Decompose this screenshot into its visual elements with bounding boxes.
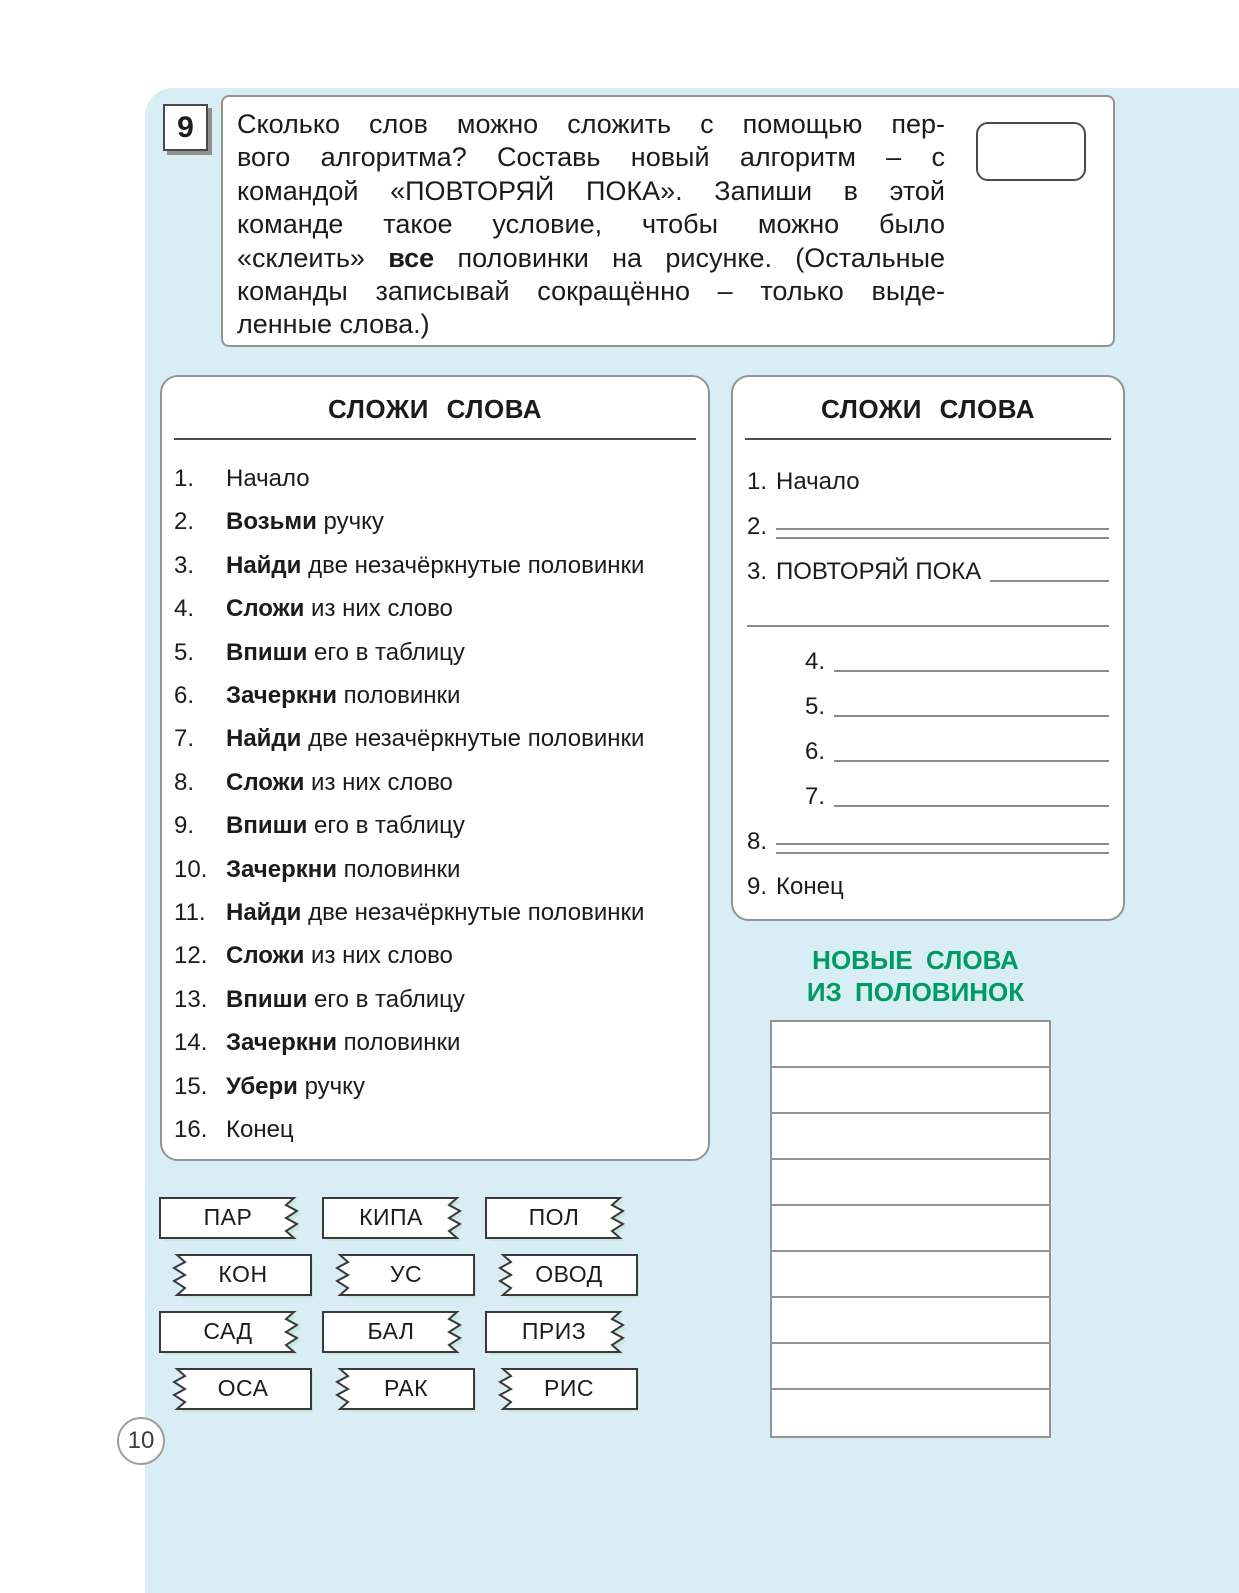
right-panel-title: СЛОЖИ СЛОВА <box>820 394 1036 424</box>
step-number: 2. <box>747 513 768 541</box>
word-half-banner <box>321 1253 476 1299</box>
step-number: 12. <box>174 942 208 970</box>
algorithm-step-blank <box>747 679 1109 724</box>
page-number: 10 <box>117 1417 165 1465</box>
algorithm-step-blank <box>747 859 1109 904</box>
new-words-table <box>770 1020 1051 1438</box>
algorithm-step <box>174 1021 700 1064</box>
word-half-label: РИС <box>544 1375 594 1401</box>
step-text: Сложи из них слово <box>226 768 453 796</box>
word-half-banner <box>321 1367 476 1413</box>
step-text: Начало <box>776 468 860 496</box>
task-text-line: командой «ПОВТОРЯЙ ПОКА». Запиши в этой <box>237 175 945 206</box>
writing-line <box>834 805 1109 807</box>
word-half-label: КОН <box>218 1261 268 1287</box>
step-text: Конец <box>776 873 844 901</box>
word-half-label: БАЛ <box>367 1318 415 1344</box>
algorithm-step <box>174 891 700 934</box>
step-number: 11. <box>174 899 206 927</box>
algorithm-step-blank <box>747 814 1109 859</box>
new-words-heading <box>718 944 1113 1008</box>
algorithm-step <box>174 500 700 543</box>
writing-line <box>747 625 1109 627</box>
table-row-empty <box>772 1252 1049 1298</box>
algorithm-step-blank <box>747 634 1109 679</box>
algorithm-panel-filled <box>160 375 710 1161</box>
task-text-line: ленные слова.) <box>237 309 430 340</box>
algorithm-panel-blank <box>731 375 1125 921</box>
right-steps-list <box>733 440 1123 904</box>
step-text: Найди две незачёркнутые половинки <box>226 725 645 753</box>
step-number: 2. <box>174 508 195 536</box>
algorithm-step-blank <box>747 454 1109 499</box>
step-number: 3. <box>747 558 768 586</box>
step-number: 1. <box>174 465 195 492</box>
algorithm-step <box>174 804 700 847</box>
algorithm-step <box>174 674 700 717</box>
step-text: Впиши его в таблицу <box>226 812 465 840</box>
task-text <box>237 108 945 342</box>
word-half-banner <box>484 1196 639 1242</box>
step-text: Конец <box>226 1116 294 1144</box>
writing-line <box>834 715 1109 717</box>
word-half-banner <box>158 1310 313 1356</box>
step-text: Впиши его в таблицу <box>226 638 465 666</box>
word-half-label: ОВОД <box>535 1261 603 1287</box>
step-number: 6. <box>805 738 826 766</box>
task-instruction-box <box>221 95 1115 347</box>
step-number: 9. <box>174 812 195 840</box>
step-number: 4. <box>174 595 195 623</box>
algorithm-step <box>174 1108 700 1151</box>
step-text: Зачеркни половинки <box>226 855 461 883</box>
algorithm-step <box>174 934 700 977</box>
left-panel-title: СЛОЖИ СЛОВА <box>327 394 543 424</box>
table-row-empty <box>772 1114 1049 1160</box>
step-number: 10. <box>174 855 208 883</box>
table-row-empty <box>772 1344 1049 1390</box>
table-row-empty <box>772 1390 1049 1436</box>
writing-line <box>834 670 1109 672</box>
step-number: 7. <box>805 783 826 811</box>
step-number: 15. <box>174 1072 208 1100</box>
step-number: 16. <box>174 1116 208 1144</box>
word-half-label: САД <box>203 1318 253 1344</box>
algorithm-step <box>174 457 700 500</box>
step-text: ПОВТОРЯЙ ПОКА <box>776 558 982 586</box>
step-number: 6. <box>174 682 195 710</box>
algorithm-step <box>174 761 700 804</box>
double-writing-line <box>776 843 1109 854</box>
step-text: Возьми ручку <box>226 508 384 536</box>
left-steps-list <box>162 440 708 1152</box>
step-number: 1. <box>747 468 768 496</box>
writing-line <box>990 580 1109 582</box>
table-row-empty <box>772 1022 1049 1068</box>
word-halves-grid <box>158 1196 639 1413</box>
table-row-empty <box>772 1068 1049 1114</box>
algorithm-step-blank <box>747 724 1109 769</box>
word-half-banner <box>321 1196 476 1242</box>
task-text-line: «склеить» все половинки на рисунке. (Остальные <box>237 242 946 273</box>
task-number-badge: 9 <box>163 104 208 151</box>
algorithm-step-blank <box>747 544 1109 589</box>
step-number: 4. <box>805 648 826 676</box>
table-row-empty <box>772 1298 1049 1344</box>
new-words-heading-line2: ИЗ ПОЛОВИНОК <box>806 977 1025 1007</box>
step-number: 5. <box>805 693 826 721</box>
algorithm-step-blank <box>747 499 1109 544</box>
task-text-line: команде такое условие, чтобы можно было <box>237 209 945 240</box>
word-half-label: ПОЛ <box>528 1204 580 1230</box>
step-text: Убери ручку <box>226 1072 365 1100</box>
algorithm-step <box>174 544 700 587</box>
step-number: 8. <box>174 768 195 796</box>
algorithm-step <box>174 978 700 1021</box>
step-number: 3. <box>174 551 195 579</box>
word-half-banner <box>158 1253 313 1299</box>
step-number: 8. <box>747 828 768 856</box>
task-text-line: вого алгоритма? Составь новый алгоритм – с <box>237 142 945 173</box>
algorithm-step <box>174 587 700 630</box>
step-text: Найди две незачёркнутые половинки <box>226 899 645 927</box>
double-writing-line <box>776 528 1109 539</box>
writing-line <box>834 760 1109 762</box>
algorithm-step <box>174 848 700 891</box>
algorithm-step <box>174 631 700 674</box>
table-row-empty <box>772 1206 1049 1252</box>
word-half-label: ПАР <box>203 1204 253 1230</box>
blank-writing-line <box>747 589 1109 634</box>
new-words-heading-line1: НОВЫЕ СЛОВА <box>812 945 1019 975</box>
word-half-banner <box>484 1253 639 1299</box>
step-text: Начало <box>226 465 310 492</box>
answer-box <box>976 122 1086 181</box>
step-text: Зачеркни половинки <box>226 682 461 710</box>
algorithm-step-blank <box>747 769 1109 814</box>
task-text-line: команды записывай сокращённо – только выде- <box>237 276 945 307</box>
word-half-label: УС <box>389 1261 423 1287</box>
word-half-label: КИПА <box>359 1204 423 1230</box>
step-text: Сложи из них слово <box>226 942 453 970</box>
word-half-banner <box>484 1310 639 1356</box>
word-half-banner <box>484 1367 639 1413</box>
step-text: Впиши его в таблицу <box>226 985 465 1013</box>
step-number: 9. <box>747 873 768 901</box>
table-row-empty <box>772 1160 1049 1206</box>
step-text: Сложи из них слово <box>226 595 453 623</box>
step-number: 14. <box>174 1029 208 1057</box>
step-text: Зачеркни половинки <box>226 1029 461 1057</box>
word-half-label: ОСА <box>217 1375 269 1401</box>
word-half-label: ПРИЗ <box>521 1318 587 1344</box>
step-number: 13. <box>174 985 208 1013</box>
task-text-line: Сколько слов можно сложить с помощью пер- <box>237 109 945 139</box>
step-text: Найди две незачёркнутые половинки <box>226 551 645 579</box>
word-half-banner <box>321 1310 476 1356</box>
word-half-banner <box>158 1367 313 1413</box>
step-number: 7. <box>174 725 195 753</box>
word-half-banner <box>158 1196 313 1242</box>
algorithm-step <box>174 1065 700 1108</box>
algorithm-step <box>174 717 700 760</box>
word-half-label: РАК <box>383 1375 429 1401</box>
step-number: 5. <box>174 638 195 666</box>
